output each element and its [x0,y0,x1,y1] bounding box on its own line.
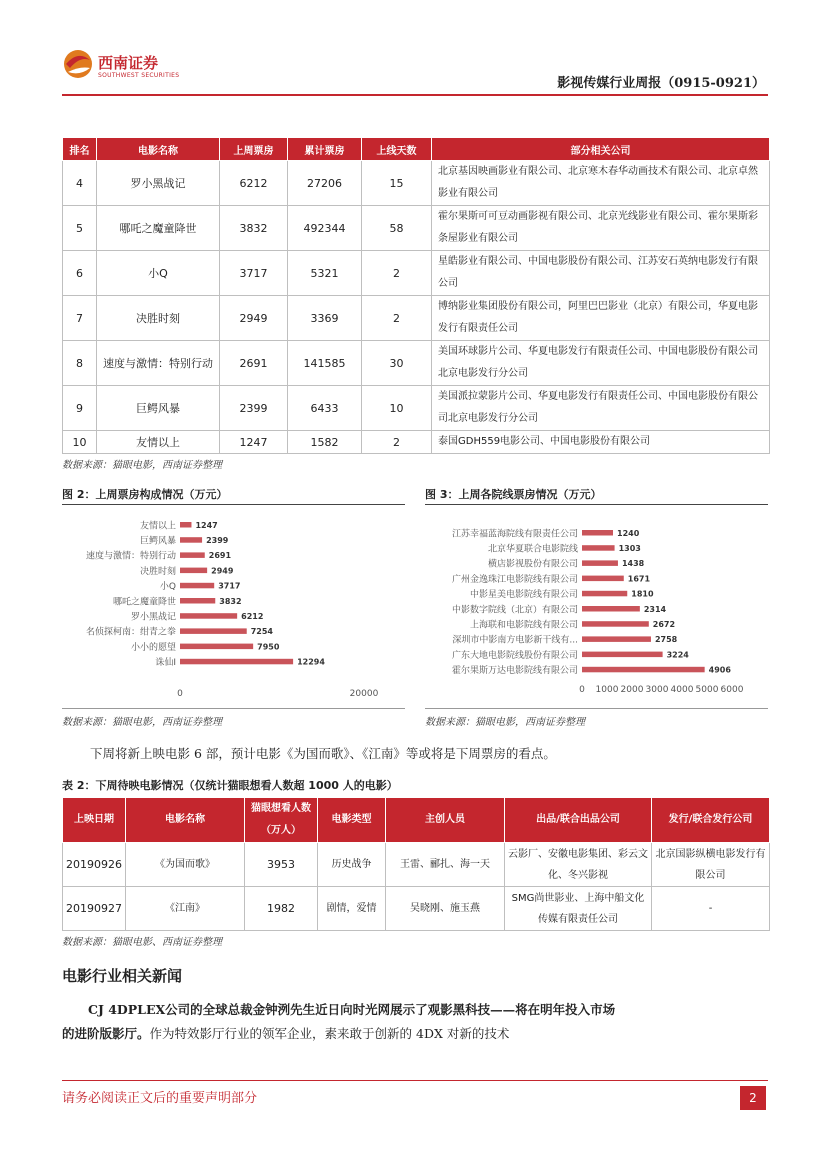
cell-days: 2 [362,251,432,296]
cell-week: 1247 [220,431,288,454]
cell-name: 速度与激情：特别行动 [97,341,220,386]
col-film-name: 电影名称 [97,138,220,161]
fig3-value-label: 2314 [643,604,667,614]
fig3-category-label: 广州金逸珠江电影院线有限公司 [451,574,578,585]
cell-days: 10 [362,386,432,431]
fig3-tick-label: 5000 [695,685,719,695]
fig2-title-rule [62,504,405,505]
fig3-value-label: 3224 [666,650,689,660]
cell-rank: 4 [63,161,97,206]
cell-distributor: 北京国影纵横电影发行有限公司 [652,843,770,887]
cell-companies: 北京基因映画影业有限公司、北京寒木春华动画技术有限公司、北京卓然影业有限公司 [432,161,770,206]
cell-total: 27206 [288,161,362,206]
cell-date: 20190926 [63,843,126,887]
cell-rank: 9 [63,386,97,431]
fig2-category-label: 巨鳄风暴 [139,536,176,547]
cell-genre: 历史战争 [318,843,386,887]
cell-companies: 博纳影业集团股份有限公司，阿里巴巴影业（北京）有限公司，华夏电影发行有限责任公司 [432,296,770,341]
table-row [63,843,770,887]
table-header-row [63,798,770,843]
cell-week: 3832 [220,206,288,251]
fig2-chart [62,510,405,706]
logo-subtext: SOUTHWEST SECURITIES [98,72,180,79]
fig3-category-label: 横店影视股份有限公司 [487,559,578,570]
fig3-category-label: 中影星美电影院线有限公司 [469,590,578,601]
fig2-value-label: 2691 [208,551,232,561]
table-row [63,887,770,931]
cell-days: 2 [362,431,432,454]
fig3-tick-label: 6000 [720,685,744,695]
fig2-category-label: 速度与激情：特别行动 [85,551,176,562]
news-paragraph [62,998,617,1046]
col-days: 上线天数 [362,138,432,161]
table2-source: 数据来源：猫眼电影、西南证券整理 [62,937,222,948]
fig2-bar [180,552,205,558]
logo-text: 西南证券 [98,54,159,72]
fig2-category-label: 诛仙Ⅰ [155,658,176,669]
fig3-bar [582,591,627,597]
col-distributor: 发行/联合发行公司 [652,798,770,843]
table1-source: 数据来源：猫眼电影，西南证券整理 [62,460,222,471]
cell-producer: SMG尚世影业、上海中船文化传媒有限责任公司 [505,887,652,931]
cell-companies: 美国环球影片公司、华夏电影发行有限责任公司、中国电影股份有限公司北京电影发行分公司 [432,341,770,386]
fig3-value-label: 1671 [627,574,651,584]
fig3-category-label: 广东大地电影院线股份有限公司 [451,650,578,661]
fig3-category-label: 中影数字院线（北京）有限公司 [451,605,578,616]
fig2-bar [180,613,237,619]
cell-want: 3953 [245,843,318,887]
cell-name: 哪吒之魔童降世 [97,206,220,251]
fig2-bar [180,628,247,634]
col-want-count: 猫眼想看人数（万人） [245,798,318,843]
next-week-summary: 下周将新上映电影 6 部，预计电影《为国而歌》、《江南》等或将是下周票房的看点。 [90,746,556,761]
fig2-category-label: 友情以上 [139,521,176,532]
cell-name: 巨鳄风暴 [97,386,220,431]
cell-companies: 泰国GDH559电影公司、中国电影股份有限公司 [432,431,770,454]
fig2-category-label: 小Q [159,582,176,593]
fig3-category-label: 上海联和电影院线有限公司 [469,620,578,631]
fig3-category-label: 北京华夏联合电影院线 [487,544,578,555]
footer-divider [62,1080,768,1081]
fig3-chart [425,510,768,706]
col-rank: 排名 [63,138,97,161]
fig3-bar [582,667,705,673]
fig3-bar [582,545,615,551]
company-logo [62,46,180,86]
cell-crew: 王雷、郦扎、海一天 [386,843,505,887]
cell-companies: 霍尔果斯可可豆动画影视有限公司、北京光线影业有限公司、霍尔果斯彩条屋影业有限公司 [432,206,770,251]
col-total-box: 累计票房 [288,138,362,161]
cell-want: 1982 [245,887,318,931]
cell-rank: 10 [63,431,97,454]
table-row [63,206,770,251]
fig2-bar [180,644,253,650]
table2-title: 表 2：下周待映电影情况（仅统计猫眼想看人数超 1000 人的电影） [62,779,398,792]
fig3-category-label: 霍尔果斯万达电影院线有限公司 [451,666,578,677]
fig2-bar [180,598,215,604]
cell-total: 6433 [288,386,362,431]
cell-total: 1582 [288,431,362,454]
fig3-bar [582,621,649,627]
cell-name: 小Q [97,251,220,296]
fig3-tick-label: 2000 [620,685,644,695]
box-office-table [62,137,770,454]
table-header-row [63,138,770,161]
fig2-bar [180,583,214,589]
fig3-value-label: 1438 [621,559,645,569]
cell-total: 492344 [288,206,362,251]
news-section-title: 电影行业相关新闻 [62,967,183,985]
fig2-value-label: 1247 [195,520,218,530]
fig2-value-label: 7254 [250,627,274,637]
cell-days: 2 [362,296,432,341]
footer-disclaimer: 请务必阅读正文后的重要声明部分 [62,1091,258,1106]
fig2-value-label: 3832 [219,596,242,606]
fig2-value-label: 2949 [211,566,234,576]
fig2-bar [180,659,293,665]
news-lead: CJ 4DPLEX公司的全球总裁金钟洌先生近日向时光网展示了观影黑科技——将在明年投入市场的进阶版影厅。 [62,1002,616,1041]
fig3-bar [582,636,651,642]
fig2-value-label: 6212 [241,611,264,621]
cell-rank: 5 [63,206,97,251]
fig2-tick-label: 20000 [349,689,379,699]
cell-distributor: - [652,887,770,931]
fig3-tick-label: 1000 [595,685,619,695]
cell-name: 罗小黑战记 [97,161,220,206]
fig3-bar [582,576,624,582]
fig2-category-label: 决胜时刻 [139,566,176,577]
table-row [63,386,770,431]
col-film-name: 电影名称 [126,798,245,843]
cell-days: 58 [362,206,432,251]
fig2-category-label: 名侦探柯南：绀青之拳 [85,627,176,638]
fig2-bar [180,537,202,543]
cell-companies: 美国派拉蒙影片公司、华夏电影发行有限责任公司、中国电影股份有限公司北京电影发行分公司 [432,386,770,431]
fig2-tick-label: 0 [177,689,183,699]
fig2-bar [180,522,191,528]
news-body: 作为特效影厅行业的领军企业，素来敢于创新的 4DX 对新的技术 [149,1026,510,1041]
col-companies: 部分相关公司 [432,138,770,161]
fig3-bar [582,652,663,658]
fig3-bottom-rule [425,708,768,709]
fig2-bar [180,568,207,574]
col-release-date: 上映日期 [63,798,126,843]
table-row [63,161,770,206]
fig3-tick-label: 0 [579,685,585,695]
table-row [63,431,770,454]
fig2-value-label: 7950 [257,642,280,652]
cell-week: 6212 [220,161,288,206]
fig3-tick-label: 4000 [670,685,694,695]
cell-name: 友情以上 [97,431,220,454]
fig3-source: 数据来源：猫眼电影，西南证券整理 [425,717,585,728]
cell-name: 决胜时刻 [97,296,220,341]
cell-days: 30 [362,341,432,386]
fig3-title: 图 3：上周各院线票房情况（万元） [425,488,602,501]
col-crew: 主创人员 [386,798,505,843]
fig2-source: 数据来源：猫眼电影，西南证券整理 [62,717,222,728]
fig2-category-label: 哪吒之魔童降世 [112,597,176,608]
fig3-value-label: 2672 [652,619,676,629]
table-row [63,341,770,386]
upcoming-films-table [62,797,770,931]
fig3-value-label: 4906 [708,665,731,675]
col-week-box: 上周票房 [220,138,288,161]
fig2-category-label: 小小的愿望 [130,642,176,653]
fig3-value-label: 1303 [618,543,641,553]
cell-rank: 8 [63,341,97,386]
fig2-value-label: 2399 [206,535,229,545]
fig3-bar [582,560,618,566]
cell-name: 《江南》 [126,887,245,931]
fig3-value-label: 1240 [617,528,640,538]
cell-genre: 剧情，爱情 [318,887,386,931]
cell-total: 5321 [288,251,362,296]
page-number: 2 [740,1086,766,1110]
fig3-bar [582,606,640,612]
cell-producer: 云影厂、安徽电影集团、彩云文化、冬兴影视 [505,843,652,887]
cell-week: 2691 [220,341,288,386]
fig3-category-label: 江苏幸福蓝海院线有限责任公司 [451,529,578,540]
fig2-category-label: 罗小黑战记 [130,612,176,623]
fig3-tick-label: 3000 [645,685,669,695]
fig2-value-label: 12294 [297,657,325,667]
fig3-category-label: 深圳市中影南方电影新干线有... [452,635,578,646]
cell-rank: 7 [63,296,97,341]
col-genre: 电影类型 [318,798,386,843]
fig2-title: 图 2：上周票房构成情况（万元） [62,488,228,501]
table-row [63,251,770,296]
fig3-bar [582,530,613,536]
fig3-title-rule [425,504,768,505]
cell-crew: 吴晓刚、施玉燕 [386,887,505,931]
table-row [63,296,770,341]
cell-rank: 6 [63,251,97,296]
col-producer: 出品/联合出品公司 [505,798,652,843]
fig3-value-label: 1810 [631,589,654,599]
cell-total: 3369 [288,296,362,341]
header-divider [62,94,768,96]
fig3-value-label: 2758 [654,635,678,645]
cell-week: 2949 [220,296,288,341]
cell-week: 3717 [220,251,288,296]
report-title: 影视传媒行业周报（0915-0921） [557,76,765,91]
cell-days: 15 [362,161,432,206]
cell-name: 《为国而歌》 [126,843,245,887]
cell-date: 20190927 [63,887,126,931]
fig2-value-label: 3717 [218,581,241,591]
cell-companies: 星皓影业有限公司、中国电影股份有限公司、江苏安石英纳电影发行有限公司 [432,251,770,296]
cell-week: 2399 [220,386,288,431]
fig2-bottom-rule [62,708,405,709]
cell-total: 141585 [288,341,362,386]
